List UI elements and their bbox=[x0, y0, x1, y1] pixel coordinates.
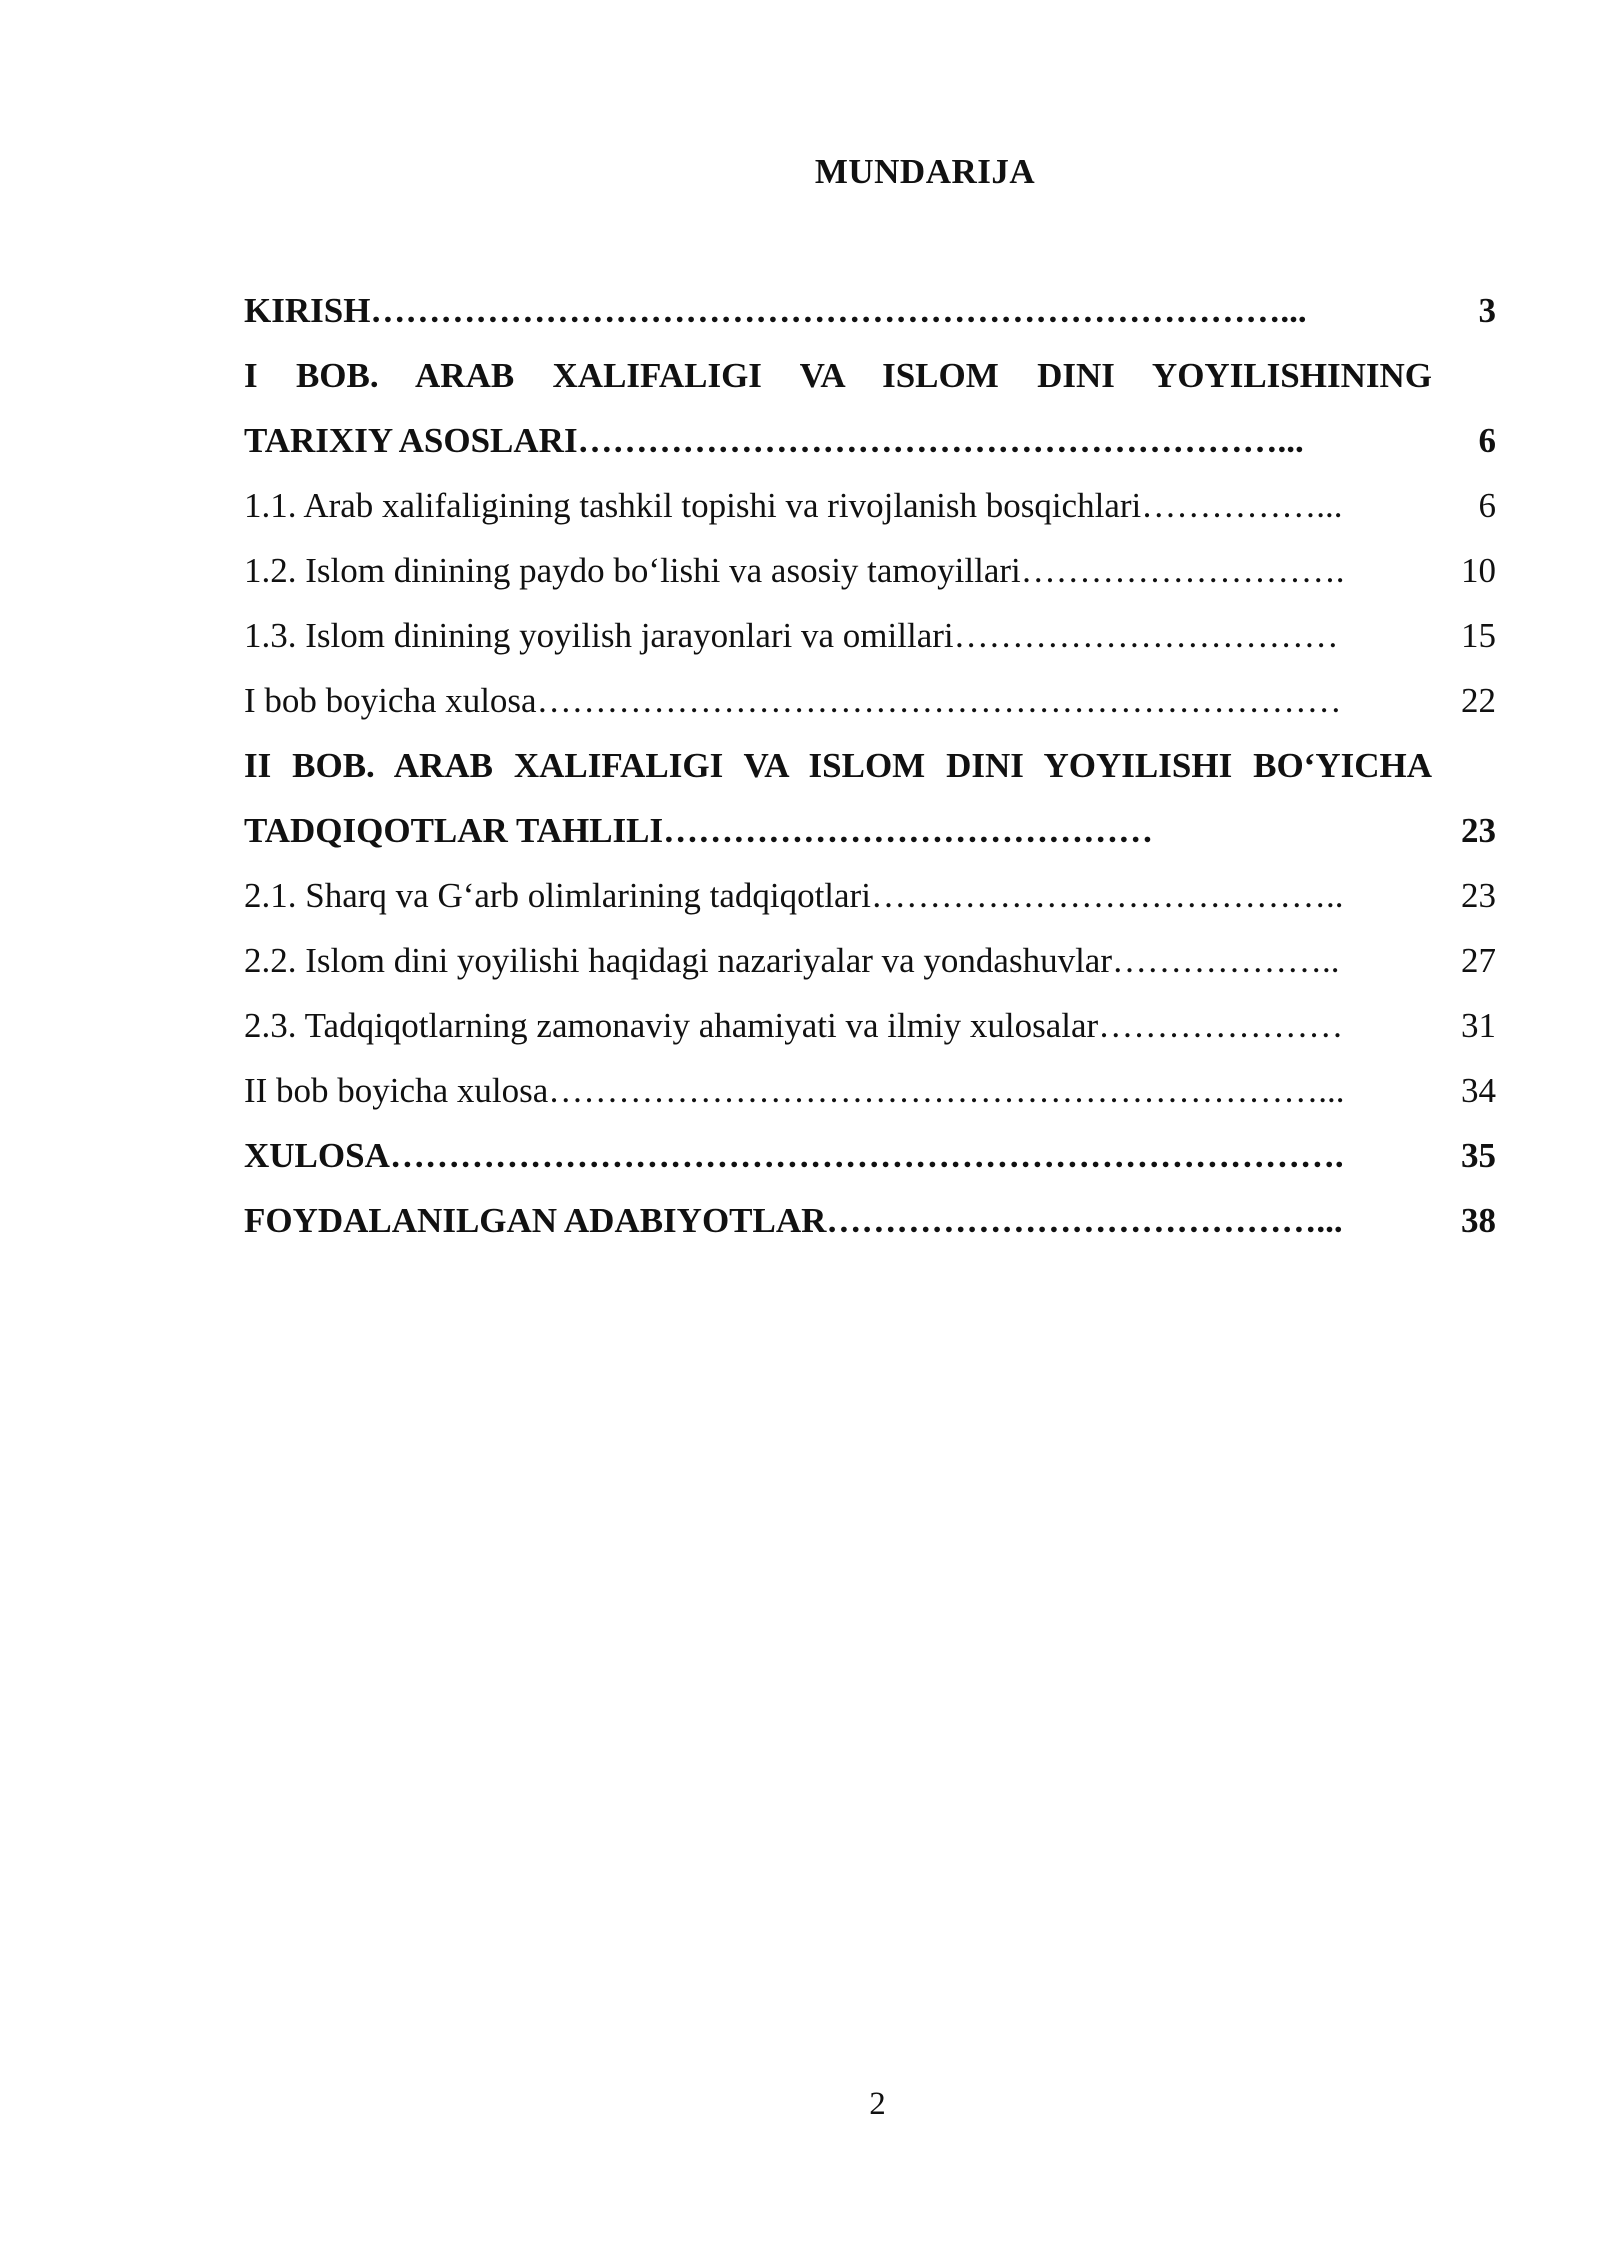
toc-page-number: 27 bbox=[1461, 941, 1496, 980]
toc-page-number: 23 bbox=[1461, 811, 1496, 850]
toc-entry-adabiyotlar[interactable] bbox=[244, 1188, 1514, 1253]
toc-entry-chapter-2-cont[interactable] bbox=[244, 798, 1514, 863]
toc-entry-text: XULOSA………………………………………………………………………. bbox=[244, 1136, 1344, 1175]
toc-page-number: 23 bbox=[1461, 876, 1496, 915]
toc-entry-text: 1.2. Islom dinining paydo bo‘lishi va asosiy tamoyillari………………………. bbox=[244, 551, 1345, 590]
toc-entry-text: I bob boyicha xulosa…………………………………………………………… bbox=[244, 681, 1342, 720]
toc-entry-1-1[interactable] bbox=[244, 473, 1514, 538]
toc-entry-kirish[interactable] bbox=[244, 278, 1514, 343]
toc-entry-text: 1.1. Arab xalifaligining tashkil topishi va rivojlanish bosqichlari……………... bbox=[244, 486, 1343, 525]
toc-entry-text: TARIXIY ASOSLARI……………………………………………………... bbox=[244, 421, 1304, 460]
toc-entry-chapter-1[interactable] bbox=[244, 343, 1514, 408]
toc-page-number: 10 bbox=[1461, 551, 1496, 590]
toc-page-number: 6 bbox=[1478, 486, 1496, 525]
toc-page-number: 35 bbox=[1461, 1136, 1496, 1175]
toc-page-number: 15 bbox=[1461, 616, 1496, 655]
toc-entry-text: TADQIQOTLAR TAHLILI…………………………………… bbox=[244, 811, 1154, 850]
toc-entry-2-3[interactable] bbox=[244, 993, 1514, 1058]
toc-page-number: 6 bbox=[1478, 421, 1496, 460]
toc-page-number: 22 bbox=[1461, 681, 1496, 720]
toc-entry-2-1[interactable] bbox=[244, 863, 1514, 928]
toc-page-number: 3 bbox=[1478, 291, 1496, 330]
toc-entry-1-3[interactable] bbox=[244, 603, 1514, 668]
toc-entry-text: 2.3. Tadqiqotlarning zamonaviy ahamiyati va ilmiy xulosalar………………… bbox=[244, 1006, 1344, 1045]
page-number: 2 bbox=[869, 2086, 886, 2122]
toc-entry-text: FOYDALANILGAN ADABIYOTLAR……………………………………... bbox=[244, 1201, 1343, 1240]
page-title: MUNDARIJA bbox=[814, 152, 1036, 191]
toc-entry-text: II BOB. ARAB XALIFALIGI VA ISLOM DINI YOYILISHI BO‘YICHA bbox=[244, 746, 1432, 785]
toc-entry-text: 2.1. Sharq va G‘arb olimlarining tadqiqotlari………………………………….. bbox=[244, 876, 1344, 915]
toc-entry-text: 2.2. Islom dini yoyilishi haqidagi nazariyalar va yondashuvlar……………….. bbox=[244, 941, 1340, 980]
toc-entry-chapter-2-summary[interactable] bbox=[244, 1058, 1514, 1123]
toc-entry-text: 1.3. Islom dinining yoyilish jarayonlari va omillari…………………………… bbox=[244, 616, 1339, 655]
toc-entry-text: II bob boyicha xulosa…………………………………………………………... bbox=[244, 1071, 1345, 1110]
toc-entry-text: I BOB. ARAB XALIFALIGI VA ISLOM DINI YOYILISHINING bbox=[244, 356, 1432, 395]
toc-entry-chapter-2[interactable] bbox=[244, 733, 1514, 798]
toc-page-number: 31 bbox=[1461, 1006, 1496, 1045]
toc-entry-chapter-1-summary[interactable] bbox=[244, 668, 1514, 733]
toc-entry-2-2[interactable] bbox=[244, 928, 1514, 993]
toc-entry-1-2[interactable] bbox=[244, 538, 1514, 603]
toc-page-number: 38 bbox=[1461, 1201, 1496, 1240]
toc-entry-chapter-1-cont[interactable] bbox=[244, 408, 1514, 473]
table-of-contents bbox=[244, 278, 1514, 1253]
toc-entry-xulosa[interactable] bbox=[244, 1123, 1514, 1188]
toc-page-number: 34 bbox=[1461, 1071, 1496, 1110]
toc-entry-text: KIRISH……………………………………………………………………... bbox=[244, 291, 1307, 330]
